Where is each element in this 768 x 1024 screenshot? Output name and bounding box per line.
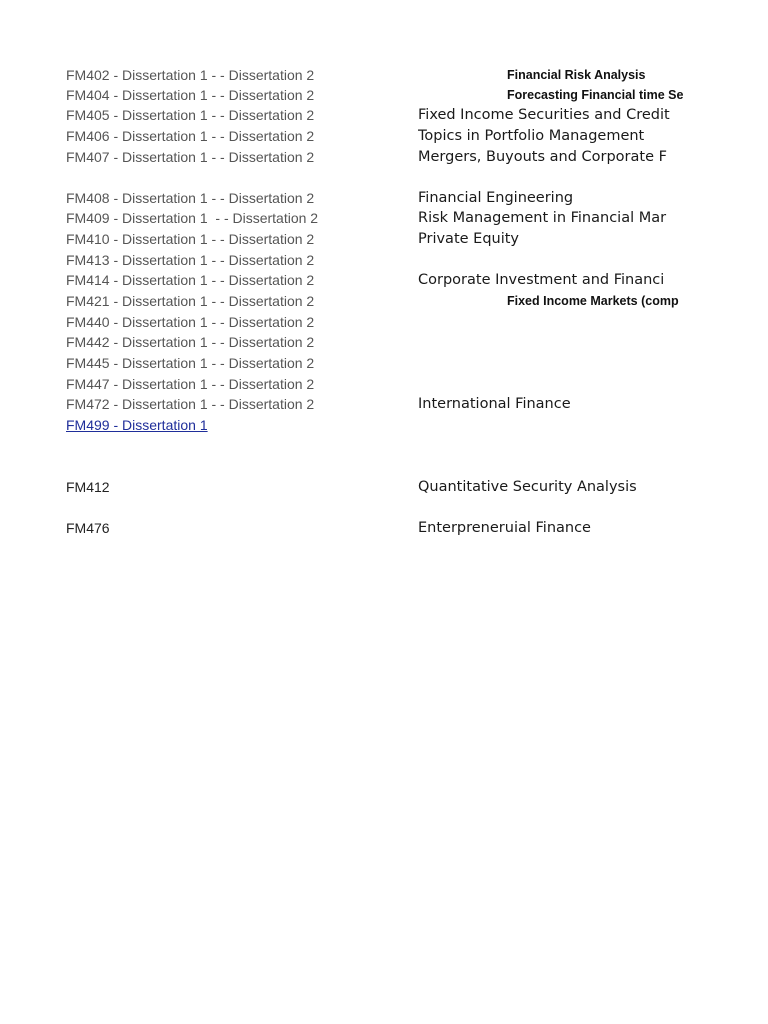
course-title: Enterpreneruial Finance <box>418 520 591 536</box>
table-row <box>0 229 768 249</box>
course-code: FM402 - Dissertation 1 - - Dissertation 2 <box>66 67 315 83</box>
course-title-cell <box>418 105 683 125</box>
course-title-cell <box>418 229 683 249</box>
course-title: Risk Management in Financial Mar <box>418 210 667 226</box>
course-code: FM442 - Dissertation 1 - - Dissertation 2 <box>66 334 315 350</box>
course-title: Fixed Income Securities and Credit <box>418 107 670 123</box>
course-title-cell <box>418 188 683 208</box>
course-code: FM445 - Dissertation 1 - - Dissertation 2 <box>66 355 315 371</box>
course-code: FM410 - Dissertation 1 - - Dissertation 2 <box>66 231 315 247</box>
course-title-cell <box>418 208 683 228</box>
course-code: FM409 - Dissertation 1 - - Dissertation 2 <box>66 210 319 226</box>
course-title-cell <box>418 477 683 497</box>
course-code: FM408 - Dissertation 1 - - Dissertation 2 <box>66 190 315 206</box>
table-row <box>0 147 768 167</box>
course-code: FM412 <box>66 479 110 495</box>
table-row <box>0 353 768 373</box>
table-row <box>0 85 768 105</box>
course-code: FM440 - Dissertation 1 - - Dissertation 2 <box>66 314 315 330</box>
course-title-cell <box>418 270 683 290</box>
table-row <box>0 270 768 290</box>
dissertation-link[interactable]: FM499 - Dissertation 1 <box>66 417 208 433</box>
course-code: FM414 - Dissertation 1 - - Dissertation 2 <box>66 272 315 288</box>
table-row <box>0 415 768 435</box>
table-row <box>0 394 768 414</box>
table-row <box>0 105 768 125</box>
table-row <box>0 250 768 270</box>
table-row <box>0 374 768 394</box>
course-title: Forecasting Financial time Se <box>507 88 683 102</box>
course-title: Corporate Investment and Financi <box>418 272 665 288</box>
course-title: Private Equity <box>418 231 520 247</box>
table-row <box>0 518 768 538</box>
course-code: FM447 - Dissertation 1 - - Dissertation 2 <box>66 376 315 392</box>
course-code: FM407 - Dissertation 1 - - Dissertation 2 <box>66 149 315 165</box>
course-title-cell <box>418 85 683 105</box>
course-title-cell <box>418 65 683 85</box>
course-title: Quantitative Security Analysis <box>418 479 637 495</box>
course-title: Topics in Portfolio Management <box>418 128 645 144</box>
course-title: Financial Engineering <box>418 190 574 206</box>
table-row <box>0 126 768 146</box>
course-title: Fixed Income Markets (comp <box>507 294 679 308</box>
course-title-cell <box>418 250 683 270</box>
course-code: FM405 - Dissertation 1 - - Dissertation 2 <box>66 107 315 123</box>
table-row <box>0 291 768 311</box>
course-title-cell <box>418 291 683 311</box>
course-title: Financial Risk Analysis <box>507 68 646 82</box>
course-title-cell <box>418 147 683 167</box>
table-row <box>0 332 768 352</box>
course-title-cell <box>418 126 683 146</box>
course-code: FM476 <box>66 520 110 536</box>
course-title-cell <box>418 394 683 414</box>
course-code: FM413 - Dissertation 1 - - Dissertation 2 <box>66 252 315 268</box>
course-title: Mergers, Buyouts and Corporate F <box>418 149 667 165</box>
course-title: International Finance <box>418 396 571 412</box>
table-row <box>0 188 768 208</box>
course-code: FM421 - Dissertation 1 - - Dissertation 2 <box>66 293 315 309</box>
table-row <box>0 312 768 332</box>
course-title-cell <box>418 518 683 538</box>
course-code: FM404 - Dissertation 1 - - Dissertation 2 <box>66 87 315 103</box>
course-code: FM472 - Dissertation 1 - - Dissertation 2 <box>66 396 315 412</box>
course-code: FM406 - Dissertation 1 - - Dissertation 2 <box>66 128 315 144</box>
table-row <box>0 65 768 85</box>
table-row <box>0 208 768 228</box>
table-row <box>0 477 768 497</box>
